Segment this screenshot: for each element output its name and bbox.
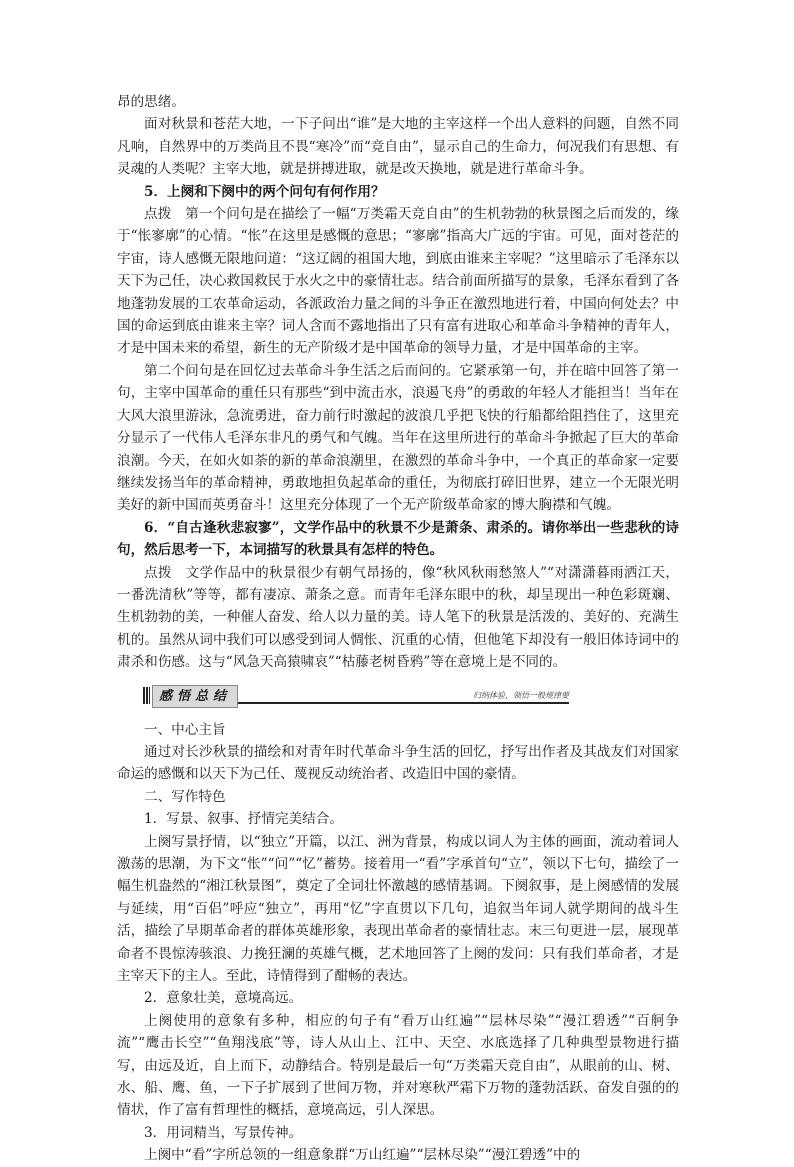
answer-6: 点拨 文学作品中的秋景很少有朝气昂扬的，像“秋风秋雨愁煞人”“对潇潇暮雨洒江天，一番洗清秋”等等，都有凄凉、萧条之意。而青年毛泽东眼中的秋，却呈现出一种色彩斑斓、生机勃勃的美，一种催人奋发、给人以力量的美。诗人笔下的秋景是活泼的、美好的、充满生机的。虽然从词中我们可以感受到词人惆怅、沉重的心情，但他笔下却没有一般旧体诗词中的肃杀和伤感。这与“风急天高猿啸哀”“枯藤老树昏鸦”等在意境上是不同的。 (117, 564, 679, 671)
feature-3-text: 上阕中“看”字所总领的一组意象群“万山红遍”“层林尽染”“漫江碧透”中的 (144, 1147, 581, 1164)
feature-1-text: 上阕写景抒情，以“独立”开篇，以江、洲为背景，构成以词人为主体的画面，流动着词人激荡的思潮，为下文“怅”“问”“忆”蓄势。接着用一“看”字承首句“立”，领以下七句，描绘了一幅生机盎然的“湘江秋景图”，奠定了全词壮怀激越的感情基调。下阕叙事，是上阕感情的发展与延续，用“百侣”呼应“独立”，再用“忆”字直贯以下几句，追叙当年词人就学期间的战斗生活，描绘了早期革命者的群体英雄形象，表现出革命者的豪情壮志。末三句更进一层，展现革命者不畏惊涛骇浪、力挽狂澜的英雄气概，艺术地回答了上阕的发问：只有我们革命者，才是主宰天下的主人。至此，诗情得到了酣畅的表达。 (117, 833, 679, 985)
paragraph-continuation: 昂的思绪。 (117, 94, 185, 110)
banner-stripe-icon (143, 687, 150, 704)
section-banner (143, 685, 569, 707)
central-theme-text: 通过对长沙秋景的描绘和对青年时代革命斗争生活的回忆，抒写出作者及其战友们对国家命运的感慨和以天下为己任、蔑视反动统治者、改造旧中国的豪情。 (117, 743, 679, 783)
feature-1-title: 1．写景、叙事、抒情完美结合。 (144, 811, 343, 828)
answer-5-part-2: 第二个问句是在回忆过去革命斗争生活之后而问的。它紧承第一句，并在暗中回答了第一句，主宰中国革命的重任只有那些“到中流击水，浪遏飞舟”的勇敢的年轻人才能担当！当年在大风大浪里游泳，急流勇进，奋力前行时激起的波浪几乎把飞快的行船都给阻挡住了，这里充分显示了一代伟人毛泽东非凡的勇气和气魄。当年在这里所进行的革命斗争掀起了巨大的革命浪潮。今天，在如火如荼的新的革命浪潮里，在激烈的革命斗争中，一个真正的革命家一定要继续发扬当年的革命精神，勇敢地担负起革命的重任，为彻底打碎旧世界，建立一个无限光明美好的新中国而英勇奋斗！这里充分体现了一个无产阶级革命家的博大胸襟和气魄。 (117, 362, 679, 514)
banner-rule (238, 702, 569, 704)
paragraph-analysis: 面对秋景和苍茫大地，一下子问出“谁”是大地的主宰这样一个出人意料的问题，自然不同凡响，自然界中的万类尚且不畏“寒冷”而“竞自由”，显示自己的生命力，何况我们有思想、有灵魂的人类呢？主宰大地，就是拼搏进取，就是改天换地，就是进行革命斗争。 (117, 116, 679, 178)
answer-5-part-1: 点拨 第一个问句是在描绘了一幅“万类霜天竞自由”的生机勃勃的秋景图之后而发的，缘于“怅寥廓”的心情。“怅”在这里是感慨的意思；“寥廓”指高大广远的宇宙。可见，面对苍茫的宇宙，诗人感慨无限地问道：“这辽阔的祖国大地，到底由谁来主宰呢？”这里暗示了毛泽东以天下为己任，决心救国救民于水火之中的豪情壮志。结合前面所描写的景象，毛泽东看到了各地蓬勃发展的工农革命运动，各派政治力量之间的斗争正在激烈地进行着，中国向何处去？中国的命运到底由谁来主宰？词人含而不露地指出了只有富有进取心和革命斗争精神的青年人，才是中国未来的希望，新生的无产阶级才是中国革命的领导力量，才是中国革命的主宰。 (117, 206, 679, 357)
heading-central-theme: 一、中心主旨 (144, 721, 226, 738)
question-6: 6．“自古逢秋悲寂寥”，文学作品中的秋景不少是萧条、肃杀的。请你举出一些悲秋的诗句，然后思考一下，本词描写的秋景具有怎样的特色。 (117, 519, 679, 559)
feature-2-text: 上阕使用的意象有多种，相应的句子有“看万山红遍”“层林尽染”“漫江碧透”“百舸争流”“鹰击长空”“鱼翔浅底”等，诗人从山上、江中、天空、水底选择了几种典型景物进行描写，由远及近，自上而下，动静结合。特别是最后一句“万类霜天竞自由”，从眼前的山、树、水、船、鹰、鱼，一下子扩展到了世间万物，并对寒秋严霜下万物的蓬勃活跃、奋发自强的的情状，作了富有哲理性的概括，意境高远，引人深思。 (117, 1012, 679, 1119)
banner-title: 感悟总结 (152, 685, 238, 708)
heading-writing-features: 二、写作特色 (144, 788, 226, 805)
feature-2-title: 2．意象壮美，意境高远。 (144, 990, 303, 1007)
question-5: 5．上阕和下阕中的两个问句有何作用？ (144, 183, 385, 200)
banner-tagline: 归纳体验，领悟一般规律要 (473, 690, 569, 700)
feature-3-title: 3．用词精当，写景传神。 (144, 1124, 303, 1141)
page-content (117, 91, 679, 1167)
